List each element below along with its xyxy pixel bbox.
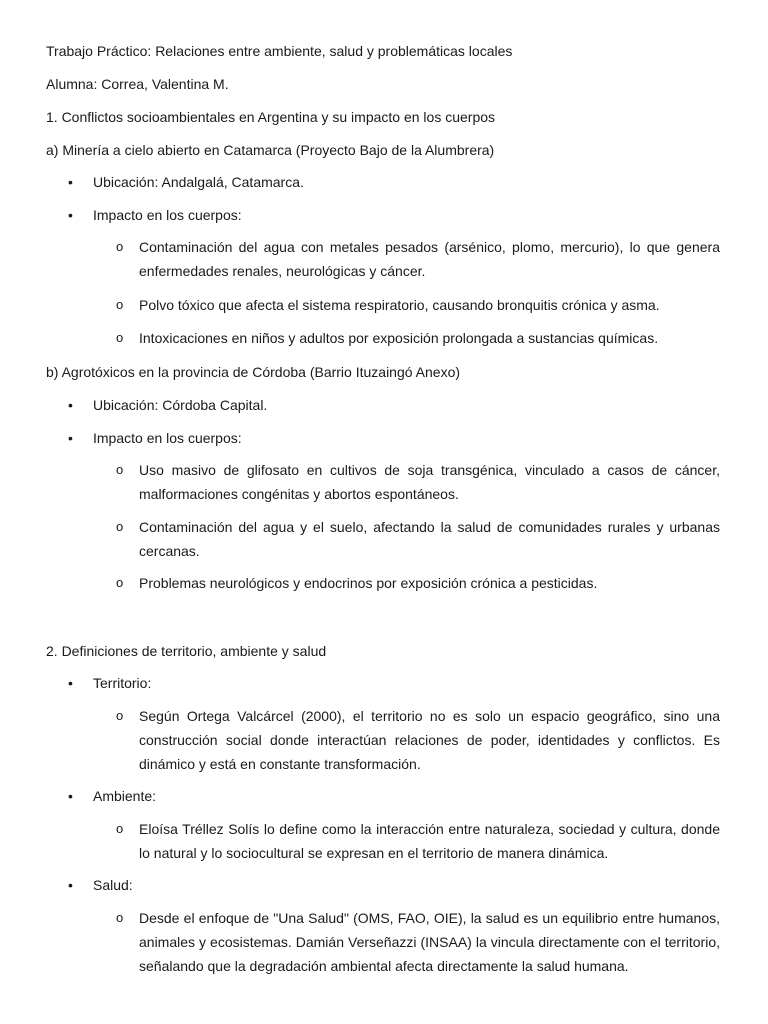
sub-bullet-marker: o [116,462,124,477]
ambiente-definition: Eloísa Tréllez Solís lo define como la interacción entre naturaleza, sociedad y cultura, donde lo natural y lo sociocultural se expresan en el territorio de manera dinámica. [139,821,720,861]
bullet-marker: • [68,430,73,446]
bullet-marker: • [68,174,73,190]
sub-bullet-marker: o [116,910,124,925]
territorio-label: Territorio: [93,675,152,691]
section1b-impact-label: Impacto en los cuerpos: [93,430,242,446]
section2-heading: 2. Definiciones de territorio, ambiente y salud [46,643,327,659]
bullet-marker: • [68,397,73,413]
section1a-impact-1: Contaminación del agua con metales pesados (arsénico, plomo, mercurio), lo que genera enfermedades renales, neurológicas y cáncer. [139,239,720,279]
sub-bullet-marker: o [116,575,124,590]
section1b-location: Ubicación: Córdoba Capital. [93,397,268,413]
section1a-heading: a) Minería a cielo abierto en Catamarca (Proyecto Bajo de la Alumbrera) [46,142,495,158]
section1-heading: 1. Conflictos socioambientales en Argentina y su impacto en los cuerpos [46,109,496,125]
salud-definition: Desde el enfoque de "Una Salud" (OMS, FAO, OIE), la salud es un equilibrio entre humanos, animales y ecosistemas. Damián Verseñazzi (INSAA) la vincula directamente con el territorio, señalando que la degradación ambiental afecta directamente la salud humana. [139,910,720,974]
section1b-impact-2: Contaminación del agua y el suelo, afectando la salud de comunidades rurales y urbanas cercanas. [139,519,720,559]
section1a-location: Ubicación: Andalgalá, Catamarca. [93,174,304,190]
bullet-marker: • [68,788,73,804]
ambiente-label: Ambiente: [93,788,157,804]
bullet-marker: • [68,207,73,223]
section1b-impact-3: Problemas neurológicos y endocrinos por exposición crónica a pesticidas. [139,575,598,591]
salud-label: Salud: [93,877,133,893]
sub-bullet-marker: o [116,519,124,534]
sub-bullet-marker: o [116,239,124,254]
section1a-impact-3: Intoxicaciones en niños y adultos por exposición prolongada a sustancias químicas. [139,330,659,346]
document-title: Trabajo Práctico: Relaciones entre ambiente, salud y problemáticas locales [46,43,513,59]
student-name: Alumna: Correa, Valentina M. [46,76,229,92]
sub-bullet-marker: o [116,821,124,836]
sub-bullet-marker: o [116,297,124,312]
sub-bullet-marker: o [116,708,124,723]
sub-bullet-marker: o [116,330,124,345]
section1b-heading: b) Agrotóxicos en la provincia de Córdoba (Barrio Ituzaingó Anexo) [46,364,461,380]
section1a-impact-2: Polvo tóxico que afecta el sistema respiratorio, causando bronquitis crónica y asma. [139,297,660,313]
bullet-marker: • [68,675,73,691]
bullet-marker: • [68,877,73,893]
section1b-impact-1: Uso masivo de glifosato en cultivos de soja transgénica, vinculado a casos de cáncer, malformaciones congénitas y abortos espontáneos. [139,462,720,502]
territorio-definition: Según Ortega Valcárcel (2000), el territorio no es solo un espacio geográfico, sino una construcción social donde interactúan relaciones de poder, identidades y conflictos. Es dinámico y está en constante transformación. [139,708,720,772]
section1a-impact-label: Impacto en los cuerpos: [93,207,242,223]
